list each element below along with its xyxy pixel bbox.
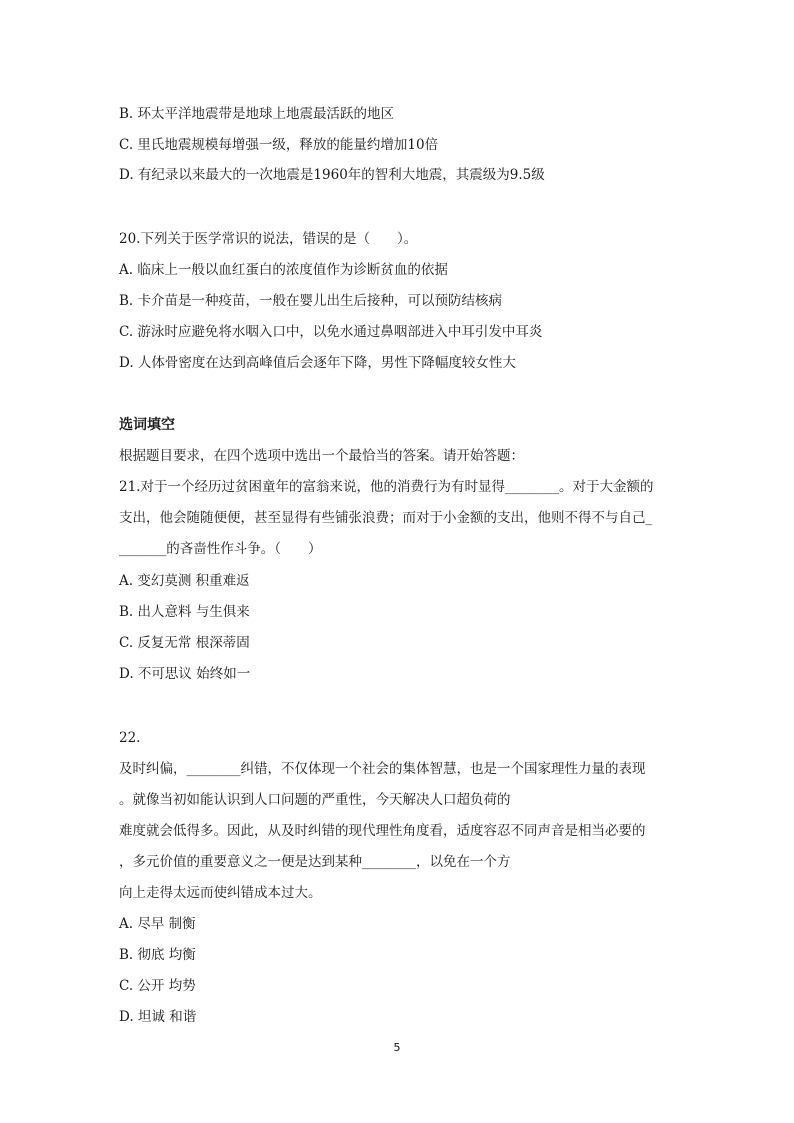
section-title: 选词填空 [119,417,175,433]
q20-option-d: D. 人体骨密度在达到高峰值后会逐年下降，男性下降幅度较女性大 [119,355,516,371]
q21-line-1: 21.对于一个经历过贫困童年的富翁来说，他的消费行为有时显得________。对于大金额的 [119,479,654,495]
q21-option-d: D. 不可思议 始终如一 [119,666,251,682]
q22-option-b: B. 彻底 均衡 [119,947,196,963]
q22-option-c: C. 公开 均势 [119,978,196,994]
q22-line-1: 及时纠偏，________纠错，不仅体现一个社会的集体智慧，也是一个国家理性力量的表现 [119,761,646,777]
q19-option-b: B. 环太平洋地震带是地球上地震最活跃的地区 [119,106,395,122]
q21-option-b: B. 出人意料 与生俱来 [119,604,250,620]
q22-option-a: A. 尽早 制衡 [119,916,196,932]
q20-option-a: A. 临床上一般以血红蛋白的浓度值作为诊断贫血的依据 [119,262,448,278]
page-number: 5 [393,1041,401,1054]
q19-option-d: D. 有纪录以来最大的一次地震是1960年的智利大地震，其震级为9.5级 [119,167,545,183]
q20-option-c: C. 游泳时应避免将水咽入口中，以免水通过鼻咽部进入中耳引发中耳炎 [119,324,543,340]
q22-line-2: 。就像当初如能认识到人口问题的严重性，今天解决人口超负荷的 [119,792,511,808]
section-instruction: 根据题目要求，在四个选项中选出一个最恰当的答案。请开始答题： [119,448,524,464]
q19-option-c: C. 里氏地震规模每增强一级，释放的能量约增加10倍 [119,137,439,153]
q20-stem: 20.下列关于医学常识的说法，错误的是（ ）。 [119,231,418,247]
q21-option-c: C. 反复无常 根深蒂固 [119,635,250,651]
q22-option-d: D. 坦诚 和谐 [119,1009,197,1025]
q22-line-3: 难度就会低得多。因此，从及时纠错的现代理性角度看，适度容忍不同声音是相当必要的 [119,823,646,839]
q21-option-a: A. 变幻莫测 积重难返 [119,573,250,589]
q20-option-b: B. 卡介苗是一种疫苗，一般在婴儿出生后接种，可以预防结核病 [119,293,503,309]
q22-line-4: ，多元价值的重要意义之一便是达到某种________，以免在一个方 [119,854,511,870]
q22-number: 22. [119,730,141,746]
q21-line-2: 支出，他会随随便便，甚至显得有些铺张浪费；而对于小金额的支出，他则不得不与自己_ [119,510,653,526]
q21-line-3: _______的吝啬性作斗争。（ ） [119,541,322,557]
q22-line-5: 向上走得太远而使纠错成本过大。 [119,885,322,901]
